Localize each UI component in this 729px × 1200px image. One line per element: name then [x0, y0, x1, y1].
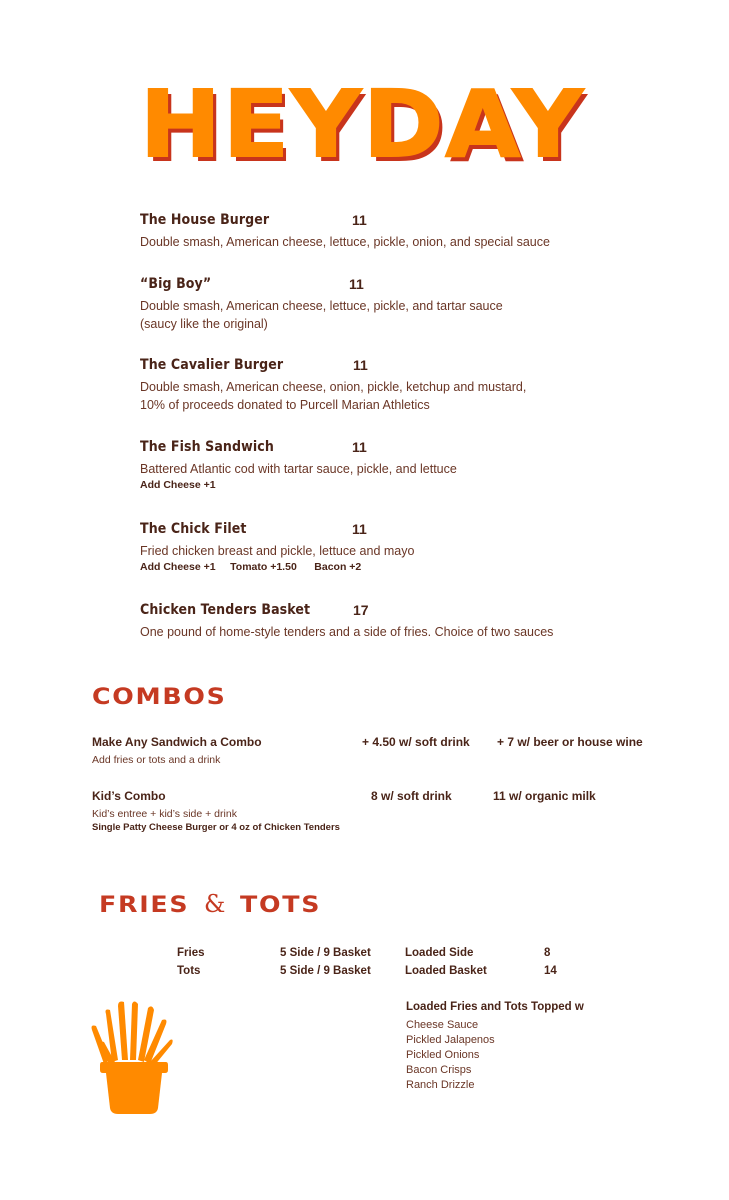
menu-item-desc: One pound of home-style tenders and a side of fries. Choice of two sauces [140, 625, 554, 639]
fries-price: 5 Side / 9 Basket [280, 947, 371, 959]
menu-item-name: Chicken Tenders Basket [140, 602, 311, 618]
menu-item-desc: Battered Atlantic cod with tartar sauce, pickle, and lettuce [140, 462, 457, 476]
topping-item: Pickled Jalapenos [406, 1034, 495, 1046]
toppings-title: Loaded Fries and Tots Topped w [406, 1001, 584, 1013]
menu-item-addon: Add Cheese +1 [140, 479, 216, 491]
menu-item-price: 11 [352, 521, 367, 537]
heyday-logo: HEYDAY [140, 71, 586, 178]
combo-option: + 4.50 w/ soft drink [362, 735, 470, 749]
toppings-list [406, 1018, 495, 1093]
menu-item-desc: 10% of proceeds donated to Purcell Marian Athletics [140, 398, 430, 412]
menu-item-name: The Cavalier Burger [140, 357, 284, 373]
fries-title: FRIES [99, 893, 190, 918]
loaded-item: Loaded Basket [405, 965, 487, 977]
combo-option: 11 w/ organic milk [493, 789, 596, 803]
combo-name: Make Any Sandwich a Combo [92, 735, 262, 749]
menu-item-desc: Fried chicken breast and pickle, lettuce and mayo [140, 544, 415, 558]
loaded-item: Loaded Side [405, 947, 474, 959]
topping-item: Pickled Onions [406, 1049, 480, 1061]
tots-title: TOTS [239, 893, 321, 918]
menu-item-price: 11 [352, 439, 367, 455]
menu-item-desc: Double smash, American cheese, lettuce, pickle, onion, and special sauce [140, 235, 550, 249]
menu-item-name: The Fish Sandwich [140, 439, 274, 455]
tots-price: 5 Side / 9 Basket [280, 965, 371, 977]
fries-tots-title [99, 890, 321, 918]
menu-item-price: 11 [353, 357, 368, 373]
topping-item: Cheese Sauce [406, 1019, 479, 1031]
combo-option: + 7 w/ beer or house wine [497, 735, 643, 749]
menu-item-name: The House Burger [140, 212, 270, 228]
topping-item: Bacon Crisps [406, 1064, 472, 1076]
combo-desc: Kid’s entree + kid’s side + drink [92, 808, 237, 820]
loaded-price: 14 [544, 965, 557, 977]
combo-note: Single Patty Cheese Burger or 4 oz of Chicken Tenders [92, 822, 340, 833]
menu-item-name: The Chick Filet [140, 521, 247, 537]
combo-desc: Add fries or tots and a drink [92, 754, 221, 766]
menu-item-desc: Double smash, American cheese, lettuce, pickle, and tartar sauce [140, 299, 503, 313]
combos-title: COMBOS [92, 685, 227, 710]
menu-item-desc: (saucy like the original) [140, 317, 268, 331]
menu-item-addon: Add Cheese +1 Tomato +1.50 Bacon +2 [140, 561, 362, 573]
loaded-price: 8 [544, 947, 551, 959]
tots-item: Tots [177, 965, 201, 977]
combo-name: Kid’s Combo [92, 789, 166, 803]
ampersand: & [203, 890, 226, 918]
menu-item-desc: Double smash, American cheese, onion, pickle, ketchup and mustard, [140, 380, 527, 394]
combo-option: 8 w/ soft drink [371, 789, 452, 803]
menu-item-name: “Big Boy” [140, 276, 212, 292]
fries-item: Fries [177, 947, 205, 959]
menu-item-price: 17 [353, 602, 369, 618]
menu-item-price: 11 [349, 276, 364, 292]
menu-item-price: 11 [352, 212, 367, 228]
topping-item: Ranch Drizzle [406, 1079, 475, 1091]
fries-basket-icon [90, 1000, 174, 1118]
